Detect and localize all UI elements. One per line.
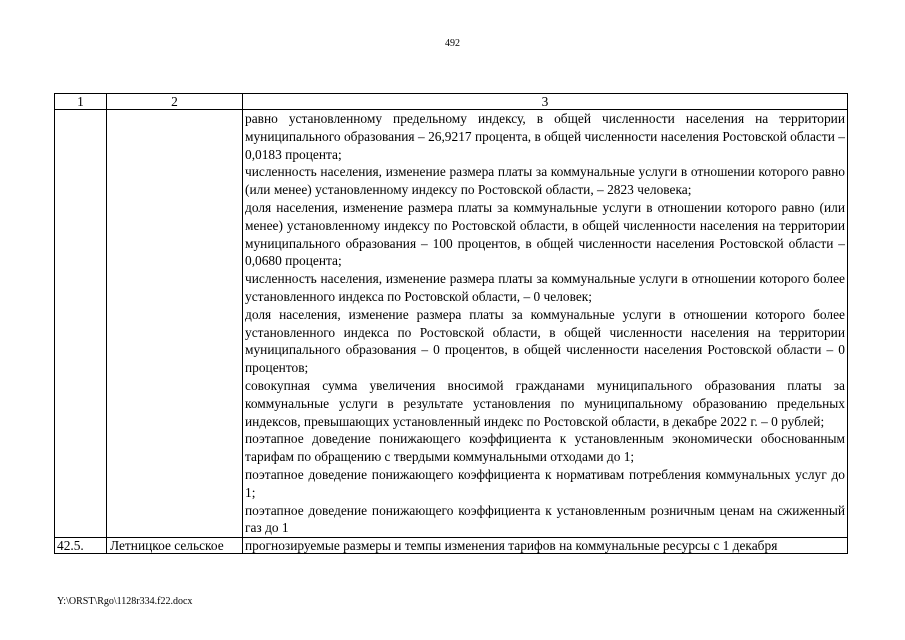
paragraph: численность населения, изменение размера платы за коммунальные услуги в отношении которого равно (или менее) установленному индексу по Ростовской области, – 2823 человека; [245, 164, 845, 198]
paragraph: поэтапное доведение понижающего коэффициента к установленным розничным ценам на сжиженный газ до 1 [245, 502, 845, 536]
row-number-cell [55, 110, 107, 538]
row-text-cell [243, 110, 848, 538]
paragraph: численность населения, изменение размера платы за коммунальные услуги в отношении которого более установленного индекса по Ростовской области, – 0 человек; [245, 271, 845, 304]
header-cell-2: 2 [107, 94, 243, 110]
page-number: 492 [445, 38, 460, 49]
footer-file-path: Y:\ORST\Rgo\1128r334.f22.docx [57, 596, 193, 607]
paragraph: доля населения, изменение размера платы за коммунальные услуги в отношении которого равно (или менее) установленному индексу по Ростовской области, в общей численности населения на территории муниципального образования – 100 процентов, в общей численности населения Ростовской области – 0,0680 процента; [245, 199, 845, 269]
header-cell-1: 1 [55, 94, 107, 110]
paragraph: поэтапное доведение понижающего коэффициента к нормативам потребления коммунальных услуг до 1; [245, 466, 845, 500]
table-row [55, 538, 848, 554]
paragraph: равно установленному предельному индексу, в общей численности населения на территории муниципального образования – 26,9217 процента, в общей численности населения Ростовской области – 0,0183 процента; [245, 111, 845, 162]
header-cell-3: 3 [243, 94, 848, 110]
paragraph: поэтапное доведение понижающего коэффициента к установленным экономически обоснованным тарифам по обращению с твердыми коммунальными отходами до 1; [245, 431, 845, 465]
row-text-cell: прогнозируемые размеры и темпы изменения тарифов на коммунальные ресурсы с 1 декабря [243, 538, 848, 554]
row-name-cell: Летницкое сельское [107, 538, 243, 554]
paragraph: совокупная сумма увеличения вносимой гражданами муниципального образования платы за коммунальные услуги в результате установления по муниципальному образованию предельных индексов, превышающих установленный индекс по Ростовской области, в декабре 2022 г. – 0 рублей; [245, 377, 845, 429]
document-table [54, 93, 848, 554]
paragraph: доля населения, изменение размера платы за коммунальные услуги в отношении которого более установленного индекса по Ростовской области, в общей численности населения на территории муниципального образования – 0 процентов, в общей численности населения Ростовской области – 0 процентов; [245, 306, 845, 376]
row-number-cell: 42.5. [55, 538, 107, 554]
table-row [55, 110, 848, 538]
row-name-cell [107, 110, 243, 538]
table-header-row [55, 94, 848, 110]
